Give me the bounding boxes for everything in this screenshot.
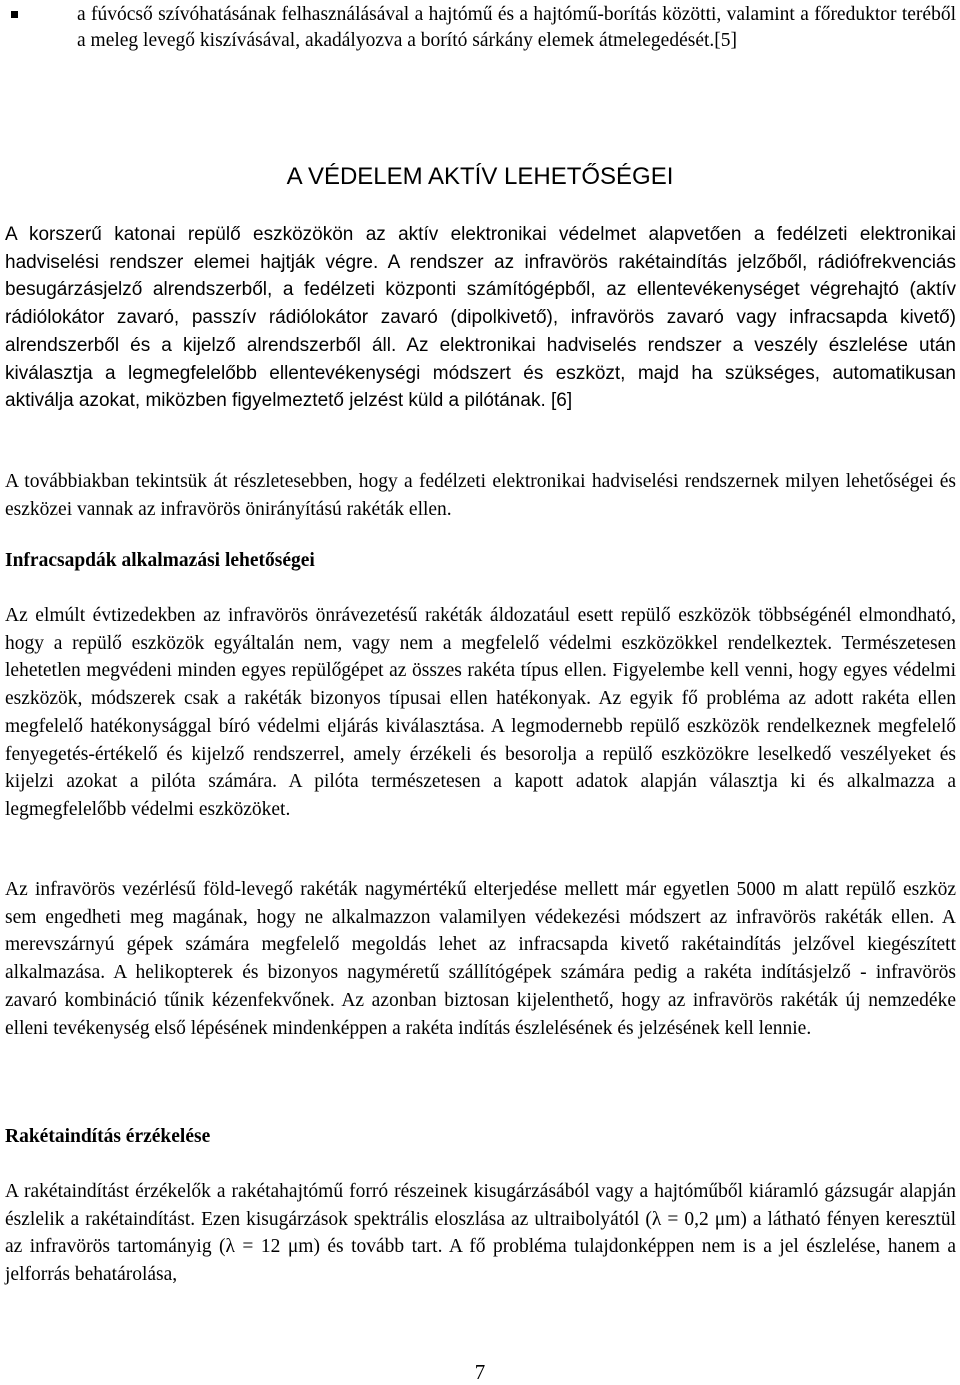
subheading-raketainditas: Rakétaindítás érzékelése bbox=[5, 1126, 211, 1147]
square-bullet-icon bbox=[11, 11, 18, 18]
bullet-list-item bbox=[0, 2, 956, 54]
paragraph-2: A továbbiakban tekintsük át részletesebben, hogy a fedélzeti elektronikai hadviselési rendszernek milyen lehetőségei és eszközei vannak az infravörös önirányítású rakéták ellen. bbox=[5, 471, 956, 520]
section-heading: A VÉDELEM AKTÍV LEHETŐSÉGEI bbox=[286, 163, 674, 190]
paragraph-5: A rakétaindítást érzékelők a rakétahajtómű forró részeinek kisugárzásából vagy a hajtóműből kiáramló gázsugár alapján észlelik a rakétaindítást. Ezen kisugárzások spektrális eloszlása az ultraibolyától (λ = 0,2 μm) a látható fényen keresztül az infravörös tartományig (λ = 12 μm) és tovább tart. A fő probléma tulajdonképpen nem is a jel észlelése, hanem a jelforrás behatárolása, bbox=[5, 1181, 956, 1286]
paragraph-3: Az elmúlt évtizedekben az infravörös önrávezetésű rakéták áldozatául esett repülő eszközök többségénél elmondható, hogy a repülő eszközök egyáltalán nem, vagy nem a megfelelő védelmi eszközökkel rendelkeztek. Természetesen lehetetlen megvédeni minden egyes repülőgépet az összes rakéta típus ellen. Figyelembe kell venni, hogy egyes védelmi eszközök, módszerek csak a rakéták bizonyos típusai ellen hatékonyak. Az egyik fő probléma az adott rakéta ellen megfelelő hatékonysággal bíró védelmi eljárás kiválasztása. A legmodernebb repülő eszközök rendelkeznek megfelelő fenyegetés-értékelő és kijelző rendszerrel, amely érzékeli és besorolja a repülő eszközökre leselkedő veszélyeket és kijelzi azokat a pilóta számára. A pilóta természetesen a kapott adatok alapján választja ki és alkalmazza a legmegfelelőbb védelmi eszközöket. bbox=[5, 605, 956, 820]
subheading-infracsapdak: Infracsapdák alkalmazási lehetőségei bbox=[5, 550, 315, 571]
page-number: 7 bbox=[474, 1360, 486, 1384]
paragraph-1: A korszerű katonai repülő eszközökön az aktív elektronikai védelmet alapvetően a fedélzeti elektronikai hadviselési rendszer elemei hajtják végre. A rendszer az infravörös rakétaindítás jelzőből, rádiófrekvenciás besugárzásjelző alrendszerből, a fedélzeti központi számítógépből, az ellentevékenységet végrehajtó (aktív rádiólokátor zavaró, passzív rádiólokátor zavaró (dipolkivető), infravörös zavaró vagy infracsapda kivető) alrendszerből és a kijelző alrendszerből áll. Az elektronikai hadviselés rendszer a veszély észlelése után kiválasztja a legmegfelelőbb ellentevékenységi módszert és eszközt, majd ha szükséges, automatikusan aktiválja azokat, miközben figyelmeztető jelzést küld a pilótának. [6] bbox=[5, 224, 956, 412]
bullet-text: a fúvócső szívóhatásának felhasználásával a hajtómű és a hajtómű-borítás közötti, valamint a főreduktor teréből a meleg levegő kiszívásával, akadályozva a borító sárkány elemek átmelegedését.[5] bbox=[77, 4, 956, 51]
paragraph-4: Az infravörös vezérlésű föld-levegő rakéták nagymértékű elterjedése mellett már egyetlen 5000 m alatt repülő eszköz sem engedheti meg magának, hogy ne alkalmazzon valamilyen védekezési módszert az infravörös rakéták ellen. A merevszárnyú gépek számára megfelelő megoldás lehet az infracsapda kivető rakétaindítás jelzővel kiegészített alkalmazása. A helikopterek és bizonyos nagyméretű szállítógépek számára pedig a rakéta indításjelző - infravörös zavaró kombináció tűnik kézenfekvőnek. Az azonban biztosan kijelenthető, hogy az infravörös rakéták új nemzedéke elleni tevékenység első lépésének mindenképpen a rakéta indítás észlelésének és jelzésének kell lennie. bbox=[5, 879, 956, 1039]
